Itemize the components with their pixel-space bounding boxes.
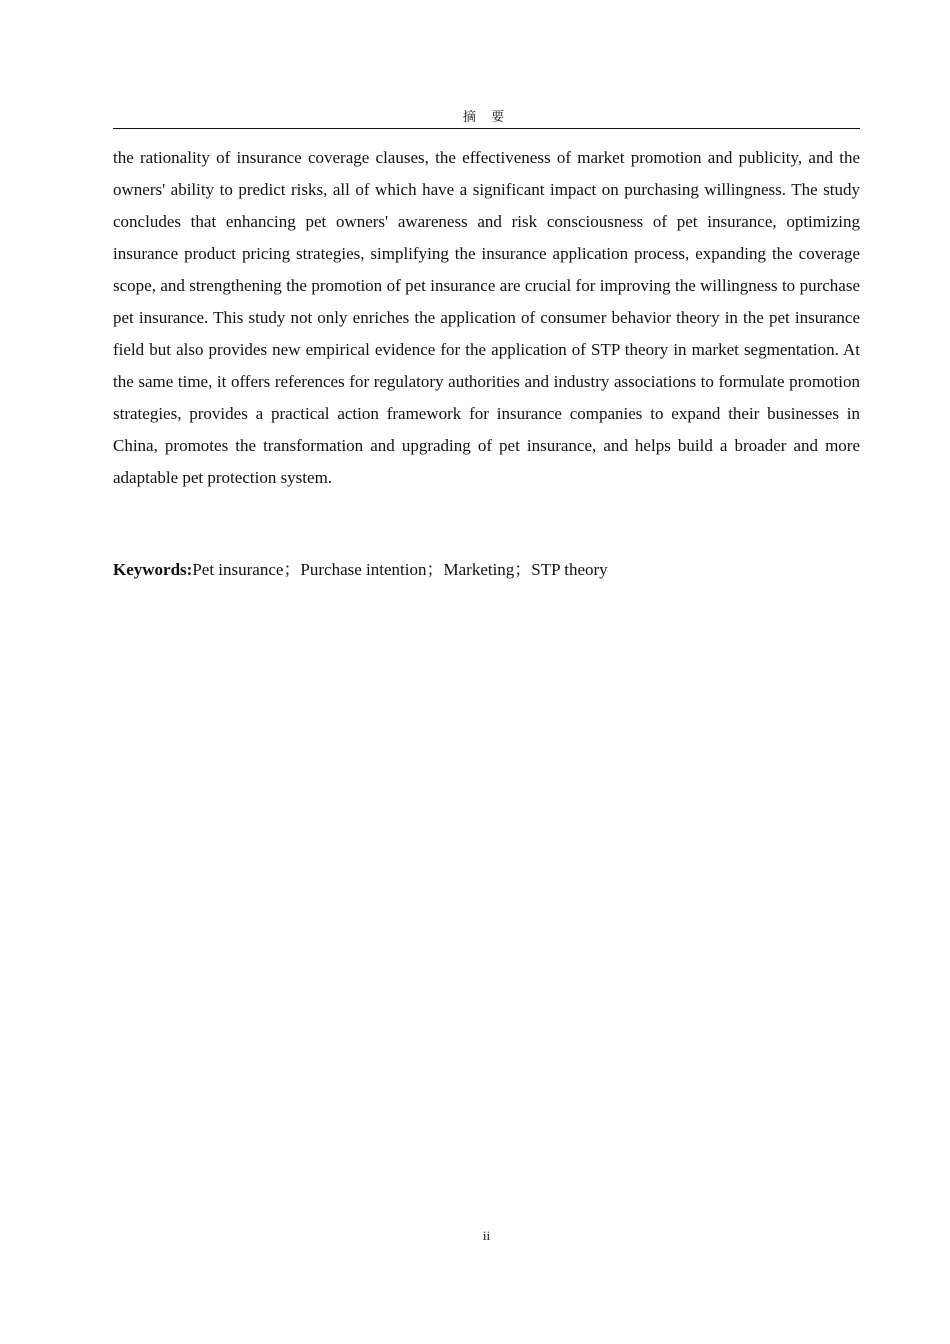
- keywords-line: [113, 554, 860, 586]
- page-number: ii: [482, 1228, 491, 1243]
- running-header: 摘 要: [462, 109, 511, 124]
- abstract-paragraph: the rationality of insurance coverage clauses, the effectiveness of market promotion and publicity, and the owners' ability to predict risks, all of which have a significant impact on purchasing willingness. The study concludes that enhancing pet owners' awareness and risk consciousness of pet insurance, optimizing insurance product pricing strategies, simplifying the insurance application process, expanding the coverage scope, and strengthening the promotion of pet insurance are crucial for improving the willingness to purchase pet insurance. This study not only enriches the application of consumer behavior theory in the pet insurance field but also provides new empirical evidence for the application of STP theory in market segmentation. At the same time, it offers references for regulatory authorities and industry associations to formulate promotion strategies, provides a practical action framework for insurance companies to expand their businesses in China, promotes the transformation and upgrading of pet insurance, and helps build a broader and more adaptable pet protection system.: [113, 148, 860, 487]
- keywords-label: Keywords:: [113, 560, 193, 579]
- keywords-text: Pet insurance；Purchase intention；Marketing；STP theory: [192, 560, 608, 579]
- header-rule: [113, 128, 860, 129]
